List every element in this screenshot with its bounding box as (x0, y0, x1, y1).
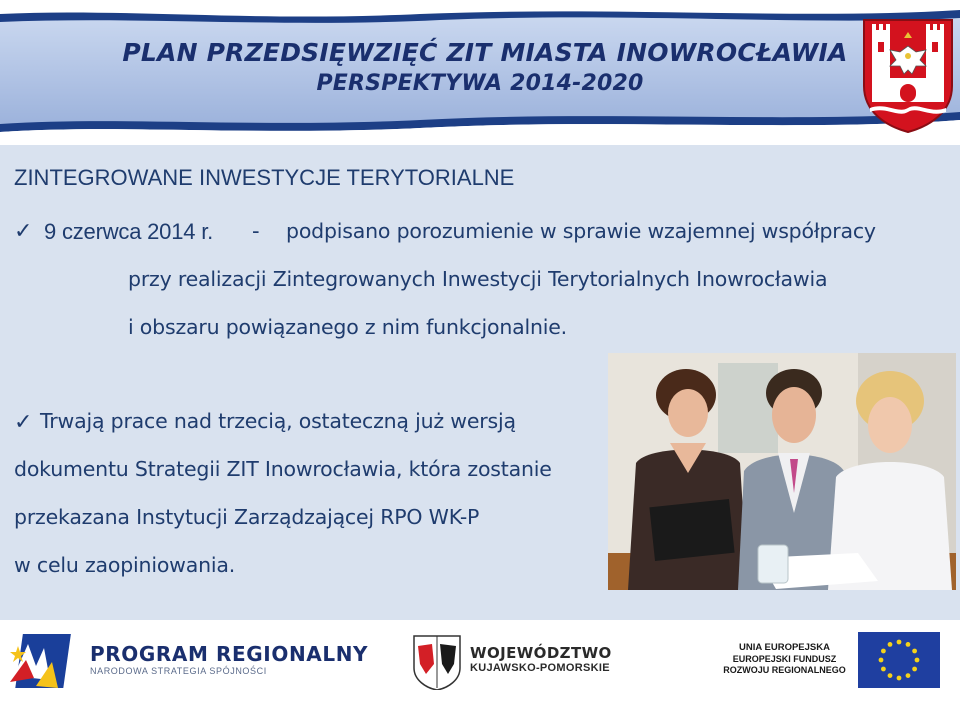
eu-line2: EUROPEJSKI FUNDUSZ (732, 654, 837, 664)
program-regionalny-logo-icon (8, 626, 80, 698)
checkmark-icon: ✓ (14, 218, 33, 243)
banner-title-line2: PERSPEKTYWA 2014-2020 (316, 71, 644, 96)
bullet2-line1: Trwają prace nad trzecią, ostateczną już wersją (40, 409, 516, 433)
kujawsko-pomorskie-crest-icon (412, 634, 462, 690)
bullet1-line2: przy realizacji Zintegrowanych Inwestycji Terytorialnych Inowrocławia (128, 267, 828, 291)
voivodeship-line1: WOJEWÓDZTWO (470, 644, 612, 662)
footer (0, 620, 960, 706)
banner (0, 0, 960, 145)
bullet2-line2: dokumentu Strategii ZIT Inowrocławia, która zostanie (14, 457, 552, 481)
bullet2-line4: w celu zaopiniowania. (14, 553, 236, 577)
banner-title-line1: PLAN PRZEDSIĘWZIĘĆ ZIT MIASTA INOWROCŁAWIA (122, 38, 848, 67)
business-meeting-photo (608, 353, 956, 590)
eu-line1: UNIA EUROPEJSKA (739, 642, 830, 653)
eu-line3: ROZWOJU REGIONALNEGO (723, 665, 846, 675)
voivodeship-line2: KUJAWSKO-POMORSKIE (470, 662, 610, 674)
section-heading: ZINTEGROWANE INWESTYCJE TERYTORIALNE (14, 165, 515, 190)
program-regionalny-title: PROGRAM REGIONALNY (90, 642, 369, 666)
eu-flag-icon (858, 632, 940, 688)
bullet1-line3: i obszaru powiązanego z nim funkcjonalnie. (128, 315, 567, 339)
program-regionalny-subtitle: NARODOWA STRATEGIA SPÓJNOŚCI (90, 666, 267, 676)
bullet1-date: 9 czerwca 2014 r. (44, 219, 214, 244)
bullet1-line1: podpisano porozumienie w sprawie wzajemnej współpracy (286, 219, 876, 243)
bullet2-line3: przekazana Instytucji Zarządzającej RPO WK-P (14, 505, 480, 529)
checkmark-icon: ✓ (14, 409, 33, 434)
content-panel (0, 145, 960, 620)
inowroclaw-crest-icon (860, 16, 956, 134)
bullet1-dash: - (252, 219, 260, 243)
